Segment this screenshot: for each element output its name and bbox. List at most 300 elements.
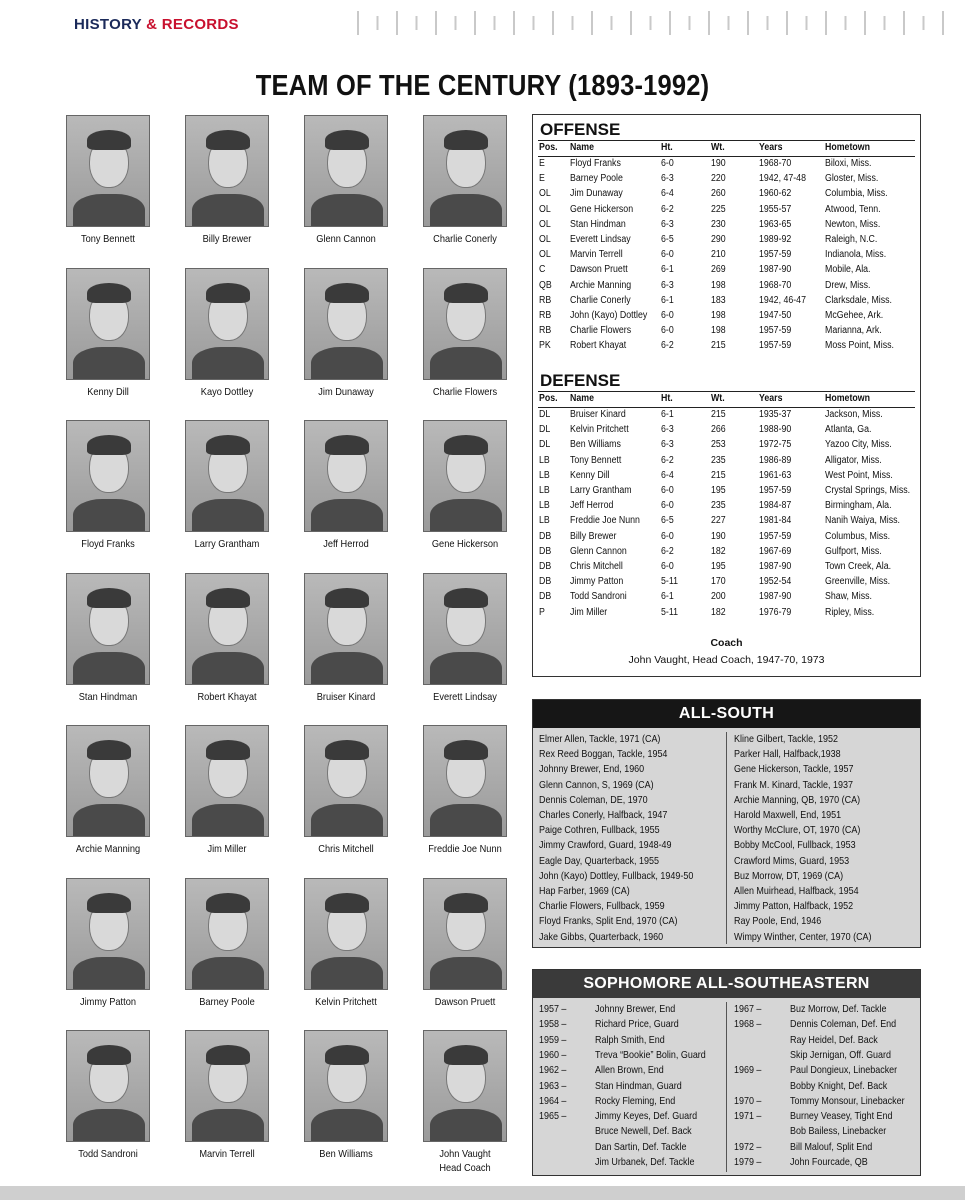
table-cell: E <box>539 158 545 169</box>
table-cell: 1942, 47-48 <box>759 173 806 185</box>
all-south-entry: Dennis Coleman, DE, 1970 <box>539 794 648 806</box>
table-cell: 6-0 <box>661 561 674 572</box>
table-cell: Floyd Franks <box>570 158 621 169</box>
table-cell: 1952-54 <box>759 576 792 588</box>
table-cell: 1963-65 <box>759 218 792 230</box>
table-cell: 6-0 <box>661 249 674 261</box>
table-cell: 1968-70 <box>759 158 792 169</box>
all-south-entry: Wimpy Winther, Center, 1970 (CA) <box>734 931 872 943</box>
footer-bar <box>0 1186 965 1200</box>
player-role: Head Coach <box>439 1161 491 1174</box>
table-row <box>539 249 919 264</box>
table-cell: 269 <box>711 264 726 276</box>
player-photo <box>304 573 388 685</box>
table-cell: Yazoo City, Miss. <box>825 439 892 451</box>
table-cell: 6-3 <box>661 279 674 291</box>
table-row <box>539 576 919 591</box>
table-cell: Chris Mitchell <box>570 561 623 572</box>
table-cell: 6-1 <box>661 409 674 420</box>
player-name: Dawson Pruett <box>434 995 496 1008</box>
table-row <box>539 455 919 470</box>
table-cell: 1961-63 <box>759 469 792 481</box>
table-cell: 6-2 <box>661 203 674 215</box>
player-photo <box>66 1030 150 1142</box>
table-cell: Glenn Cannon <box>570 545 627 557</box>
player-name: Bruiser Kinard <box>316 690 376 703</box>
player-card <box>419 115 511 247</box>
all-south-entry: Elmer Allen, Tackle, 1971 (CA) <box>539 734 661 745</box>
table-cell: Dawson Pruett <box>570 264 628 276</box>
table-cell: 6-3 <box>661 439 674 451</box>
roster-table <box>532 114 921 677</box>
table-row <box>539 485 919 500</box>
player-card <box>300 573 392 705</box>
sophomore-player: Treva “Bookie” Bolin, Guard <box>595 1049 706 1061</box>
player-card <box>181 573 273 705</box>
player-photo <box>304 420 388 532</box>
table-cell: Todd Sandroni <box>570 591 627 603</box>
player-photo <box>423 573 507 685</box>
player-name: Marvin Terrell <box>199 1148 255 1160</box>
table-cell: Ripley, Miss. <box>825 606 875 618</box>
player-card <box>62 115 154 247</box>
column-header: Hometown <box>825 393 870 404</box>
sophomore-player: Bob Bailess, Linebacker <box>790 1126 887 1138</box>
player-card <box>62 1030 154 1162</box>
table-row <box>539 295 919 310</box>
player-photo <box>423 878 507 990</box>
sophomore-player: Richard Price, Guard <box>595 1019 679 1031</box>
column-header: Wt. <box>711 142 725 153</box>
table-row <box>539 219 919 234</box>
player-photo <box>304 268 388 380</box>
player-card <box>300 725 392 857</box>
sophomore-player: Jimmy Keyes, Def. Guard <box>595 1111 698 1123</box>
table-cell: C <box>539 264 546 276</box>
table-cell: 1984-87 <box>759 500 792 512</box>
defense-rule-top <box>538 391 915 392</box>
sophomore-year: 1972 – <box>734 1141 762 1153</box>
table-row <box>539 340 919 355</box>
player-photo <box>423 420 507 532</box>
table-cell: 1942, 46-47 <box>759 294 806 306</box>
table-cell: 1989-92 <box>759 234 792 245</box>
table-cell: 1981-84 <box>759 515 792 527</box>
table-cell: 1976-79 <box>759 606 792 618</box>
table-cell: Birmingham, Ala. <box>825 500 892 512</box>
table-cell: Shaw, Miss. <box>825 591 872 603</box>
table-cell: Atwood, Tenn. <box>825 203 881 215</box>
all-south-entry: Worthy McClure, OT, 1970 (CA) <box>734 825 861 837</box>
table-cell: 1955-57 <box>759 203 792 215</box>
table-cell: LB <box>539 454 550 466</box>
player-card <box>62 420 154 552</box>
sophomore-year: 1965 – <box>539 1111 567 1123</box>
table-cell: RB <box>539 310 552 321</box>
table-row <box>539 204 919 219</box>
table-cell: PK <box>539 340 551 352</box>
table-cell: Indianola, Miss. <box>825 249 887 261</box>
player-name: Archie Manning <box>75 843 141 855</box>
all-south-entry: Buz Morrow, DT, 1969 (CA) <box>734 870 844 882</box>
table-cell: 5-11 <box>661 576 678 588</box>
table-cell: DB <box>539 530 552 542</box>
sophomore-year: 1971 – <box>734 1111 762 1123</box>
table-cell: 6-0 <box>661 500 674 512</box>
table-cell: Town Creek, Ala. <box>825 561 892 572</box>
table-cell: 220 <box>711 173 726 185</box>
table-cell: Nanih Waiya, Miss. <box>825 515 900 527</box>
all-south-entry: Kline Gilbert, Tackle, 1952 <box>734 734 838 745</box>
table-cell: Jim Miller <box>570 606 608 618</box>
player-photo <box>423 115 507 227</box>
table-cell: Jimmy Patton <box>570 576 624 588</box>
player-name: Todd Sandroni <box>78 1148 138 1160</box>
player-photo <box>66 268 150 380</box>
table-cell: 6-5 <box>661 234 674 245</box>
table-cell: 1960-62 <box>759 188 792 200</box>
all-south-entry: Jake Gibbs, Quarterback, 1960 <box>539 931 664 943</box>
defense-rule-bottom <box>538 407 915 408</box>
table-cell: 6-0 <box>661 530 674 542</box>
table-cell: RB <box>539 325 552 337</box>
sophomore-player: Dennis Coleman, Def. End <box>790 1019 897 1031</box>
player-card <box>419 573 511 705</box>
all-south-entry: Gene Hickerson, Tackle, 1957 <box>734 764 854 776</box>
player-card <box>62 878 154 1010</box>
sophomore-player: John Fourcade, QB <box>790 1157 868 1168</box>
player-card <box>300 1030 392 1162</box>
table-cell: LB <box>539 500 550 512</box>
sophomore-heading: SOPHOMORE ALL-SOUTHEASTERN <box>533 970 920 998</box>
table-cell: 227 <box>711 515 726 527</box>
player-name: Robert Khayat <box>197 690 257 703</box>
all-south-entry: Allen Muirhead, Halfback, 1954 <box>734 886 859 898</box>
table-cell: Gloster, Miss. <box>825 173 879 185</box>
player-card <box>419 1030 511 1175</box>
player-card <box>181 878 273 1010</box>
sophomore-year: 1970 – <box>734 1095 762 1107</box>
table-cell: Marianna, Ark. <box>825 325 882 337</box>
table-cell: Alligator, Miss. <box>825 454 882 466</box>
player-card <box>181 115 273 247</box>
table-cell: 6-2 <box>661 545 674 557</box>
table-cell: 170 <box>711 576 726 588</box>
sophomore-player: Ray Heidel, Def. Back <box>790 1034 878 1046</box>
table-cell: Archie Manning <box>570 279 632 291</box>
table-cell: 6-4 <box>661 188 674 200</box>
player-photo <box>66 573 150 685</box>
player-card <box>300 878 392 1010</box>
sophomore-player: Jim Urbanek, Def. Tackle <box>595 1157 695 1168</box>
table-cell: 235 <box>711 500 726 512</box>
sophomore-player: Stan Hindman, Guard <box>595 1080 682 1092</box>
all-south-entry: Harold Maxwell, End, 1951 <box>734 810 842 822</box>
player-name: Jim Miller <box>207 843 247 855</box>
player-name: Charlie Conerly <box>433 233 497 245</box>
table-cell: P <box>539 606 545 618</box>
table-cell: 195 <box>711 561 726 572</box>
table-cell: Jeff Herrod <box>570 500 614 512</box>
table-cell: 190 <box>711 158 726 169</box>
player-card <box>181 1030 273 1162</box>
player-photo <box>304 1030 388 1142</box>
table-row <box>539 234 919 249</box>
table-cell: OL <box>539 218 551 230</box>
sophomore-player: Ralph Smith, End <box>595 1034 665 1046</box>
column-header: Years <box>759 393 783 404</box>
player-photo <box>185 420 269 532</box>
player-name: Ben Williams <box>319 1148 373 1160</box>
sophomore-player: Burney Veasey, Tight End <box>790 1111 893 1123</box>
table-cell: 6-1 <box>661 591 674 603</box>
all-south-entry: Paige Cothren, Fullback, 1955 <box>539 825 660 837</box>
player-card <box>181 268 273 400</box>
player-photo <box>185 878 269 990</box>
table-cell: John (Kayo) Dottley <box>570 310 648 321</box>
player-name: Jim Dunaway <box>318 385 374 398</box>
table-row <box>539 173 919 188</box>
table-cell: Columbia, Miss. <box>825 188 888 200</box>
table-cell: 6-4 <box>661 469 674 481</box>
table-cell: Barney Poole <box>570 173 623 185</box>
table-cell: 6-2 <box>661 454 674 466</box>
player-name: Jeff Herrod <box>323 538 369 550</box>
all-south-left-list <box>539 732 714 945</box>
table-cell: 6-0 <box>661 325 674 337</box>
coach-heading: Coach <box>710 637 743 649</box>
table-cell: DB <box>539 561 552 572</box>
player-card <box>419 878 511 1010</box>
table-cell: Jackson, Miss. <box>825 409 883 420</box>
sophomore-player: Johnny Brewer, End <box>595 1004 676 1015</box>
table-cell: DB <box>539 576 552 588</box>
player-name: Gene Hickerson <box>431 538 499 550</box>
table-cell: 1957-59 <box>759 340 792 352</box>
table-cell: LB <box>539 515 550 527</box>
table-cell: 1972-75 <box>759 439 792 451</box>
table-cell: Billy Brewer <box>570 530 617 542</box>
table-cell: 215 <box>711 409 726 420</box>
table-cell: Ben Williams <box>570 439 621 451</box>
table-cell: DB <box>539 591 552 603</box>
section-tag-records: & RECORDS <box>146 16 239 33</box>
table-cell: Everett Lindsay <box>570 234 631 245</box>
sophomore-year: 1968 – <box>734 1019 762 1031</box>
table-cell: 6-1 <box>661 294 674 306</box>
sophomore-player: Rocky Fleming, End <box>595 1095 676 1107</box>
player-photo <box>66 420 150 532</box>
column-header: Years <box>759 142 783 153</box>
table-cell: Jim Dunaway <box>570 188 623 200</box>
table-cell: 1988-90 <box>759 424 792 436</box>
sophomore-player: Dan Sartin, Def. Tackle <box>595 1141 687 1153</box>
table-cell: QB <box>539 279 552 291</box>
table-row <box>539 264 919 279</box>
table-cell: 183 <box>711 294 726 306</box>
table-cell: Stan Hindman <box>570 218 626 230</box>
table-row <box>539 325 919 340</box>
player-name: Glenn Cannon <box>316 233 376 245</box>
player-photo-grid <box>62 115 522 1180</box>
player-card <box>300 420 392 552</box>
table-cell: West Point, Miss. <box>825 469 893 481</box>
table-cell: 6-3 <box>661 424 674 436</box>
player-name: Tony Bennett <box>81 233 135 245</box>
column-header: Pos. <box>539 393 558 404</box>
table-cell: 1987-90 <box>759 264 792 276</box>
sophomore-player: Bruce Newell, Def. Back <box>595 1126 692 1138</box>
player-name: Billy Brewer <box>202 233 252 245</box>
all-south-entry: Charles Conerly, Halfback, 1947 <box>539 810 668 822</box>
all-south-entry: Eagle Day, Quarterback, 1955 <box>539 855 659 867</box>
player-card <box>62 268 154 400</box>
all-south-entry: Johnny Brewer, End, 1960 <box>539 764 645 776</box>
all-south-entry: Glenn Cannon, S, 1969 (CA) <box>539 779 654 791</box>
offense-rule-bottom <box>538 156 915 157</box>
all-south-entry: John (Kayo) Dottley, Fullback, 1949-50 <box>539 870 694 882</box>
table-row <box>539 310 919 325</box>
player-photo <box>185 268 269 380</box>
table-cell: 6-3 <box>661 218 674 230</box>
sophomore-player: Bobby Knight, Def. Back <box>790 1080 888 1092</box>
table-cell: Bruiser Kinard <box>570 409 626 420</box>
table-cell: Charlie Flowers <box>570 325 632 337</box>
sophomore-year: 1962 – <box>539 1065 567 1077</box>
all-south-entry: Hap Farber, 1969 (CA) <box>539 886 630 898</box>
player-photo <box>423 268 507 380</box>
table-cell: OL <box>539 188 551 200</box>
offense-rule-top <box>538 140 915 141</box>
section-tag-history: HISTORY <box>74 16 142 33</box>
player-card <box>300 115 392 247</box>
offense-header-row <box>539 142 919 157</box>
player-name: Barney Poole <box>199 995 255 1008</box>
table-cell: Newton, Miss. <box>825 218 881 230</box>
table-cell: Freddie Joe Nunn <box>570 515 640 527</box>
all-south-entry: Floyd Franks, Split End, 1970 (CA) <box>539 916 678 928</box>
table-cell: Crystal Springs, Miss. <box>825 485 911 496</box>
table-cell: Kelvin Pritchett <box>570 424 629 436</box>
all-south-entry: Ray Poole, End, 1946 <box>734 916 822 928</box>
table-cell: Biloxi, Miss. <box>825 158 872 169</box>
table-row <box>539 280 919 295</box>
table-row <box>539 515 919 530</box>
sophomore-year: 1958 – <box>539 1019 567 1031</box>
table-cell: 215 <box>711 469 726 481</box>
table-cell: DL <box>539 409 551 420</box>
player-name: Charlie Flowers <box>432 385 498 398</box>
table-cell: 1957-59 <box>759 325 792 337</box>
table-cell: 235 <box>711 454 726 466</box>
table-cell: 210 <box>711 249 726 261</box>
table-cell: 190 <box>711 530 726 542</box>
sophomore-player: Allen Brown, End <box>595 1065 664 1077</box>
table-row <box>539 409 919 424</box>
player-name: Everett Lindsay <box>433 690 497 703</box>
player-photo <box>423 1030 507 1142</box>
table-cell: Raleigh, N.C. <box>825 234 878 245</box>
player-photo <box>423 725 507 837</box>
sophomore-player: Bill Malouf, Split End <box>790 1141 873 1153</box>
column-header: Ht. <box>661 393 673 404</box>
player-name: Kenny Dill <box>87 385 129 398</box>
sophomore-divider <box>726 1002 727 1172</box>
sophomore-box <box>532 969 921 1176</box>
table-cell: 225 <box>711 203 726 215</box>
table-row <box>539 188 919 203</box>
table-cell: 1967-69 <box>759 545 792 557</box>
table-row <box>539 546 919 561</box>
sophomore-year: 1960 – <box>539 1049 567 1061</box>
all-south-entry: Jimmy Patton, Halfback, 1952 <box>734 901 854 913</box>
player-photo <box>66 725 150 837</box>
table-row <box>539 439 919 454</box>
table-cell: OL <box>539 203 551 215</box>
all-south-box <box>532 699 921 948</box>
player-photo <box>185 573 269 685</box>
sophomore-year: 1969 – <box>734 1065 762 1077</box>
sophomore-year: 1979 – <box>734 1157 762 1168</box>
section-tag <box>74 16 239 33</box>
player-photo <box>66 878 150 990</box>
table-cell: 1935-37 <box>759 409 792 420</box>
table-cell: Clarksdale, Miss. <box>825 294 893 306</box>
player-name: Jimmy Patton <box>80 995 136 1008</box>
player-card <box>300 268 392 400</box>
player-name: Larry Grantham <box>194 538 260 550</box>
all-south-heading: ALL-SOUTH <box>533 700 920 728</box>
player-card <box>62 573 154 705</box>
table-cell: LB <box>539 469 550 481</box>
table-cell: LB <box>539 485 550 496</box>
table-cell: Drew, Miss. <box>825 279 871 291</box>
table-cell: Greenville, Miss. <box>825 576 891 588</box>
player-card <box>419 268 511 400</box>
table-cell: 1957-59 <box>759 249 792 261</box>
table-cell: Gulfport, Miss. <box>825 545 882 557</box>
table-cell: Charlie Conerly <box>570 294 631 306</box>
table-cell: 182 <box>711 606 726 618</box>
player-name: Kelvin Pritchett <box>315 995 377 1008</box>
all-south-right-list <box>734 732 890 945</box>
player-name: Chris Mitchell <box>318 843 374 855</box>
sophomore-year: 1957 – <box>539 1004 567 1015</box>
table-cell: 1968-70 <box>759 279 792 291</box>
table-cell: 6-0 <box>661 310 674 321</box>
player-photo <box>66 115 150 227</box>
player-card <box>419 725 511 857</box>
table-cell: E <box>539 173 545 185</box>
table-cell: 198 <box>711 279 726 291</box>
table-cell: 266 <box>711 424 726 436</box>
player-card <box>181 725 273 857</box>
table-cell: Columbus, Miss. <box>825 530 891 542</box>
table-row <box>539 561 919 576</box>
table-cell: 1957-59 <box>759 530 792 542</box>
table-cell: DL <box>539 439 551 451</box>
all-south-entry: Frank M. Kinard, Tackle, 1937 <box>734 779 853 791</box>
player-photo <box>185 1030 269 1142</box>
table-cell: 1987-90 <box>759 561 792 572</box>
table-cell: Marvin Terrell <box>570 249 623 261</box>
column-header: Ht. <box>661 142 673 153</box>
player-name: Stan Hindman <box>78 690 138 703</box>
table-cell: Mobile, Ala. <box>825 264 871 276</box>
player-name: Freddie Joe Nunn <box>428 843 502 855</box>
table-cell: 6-0 <box>661 485 674 496</box>
player-name: John Vaught <box>439 1148 491 1160</box>
